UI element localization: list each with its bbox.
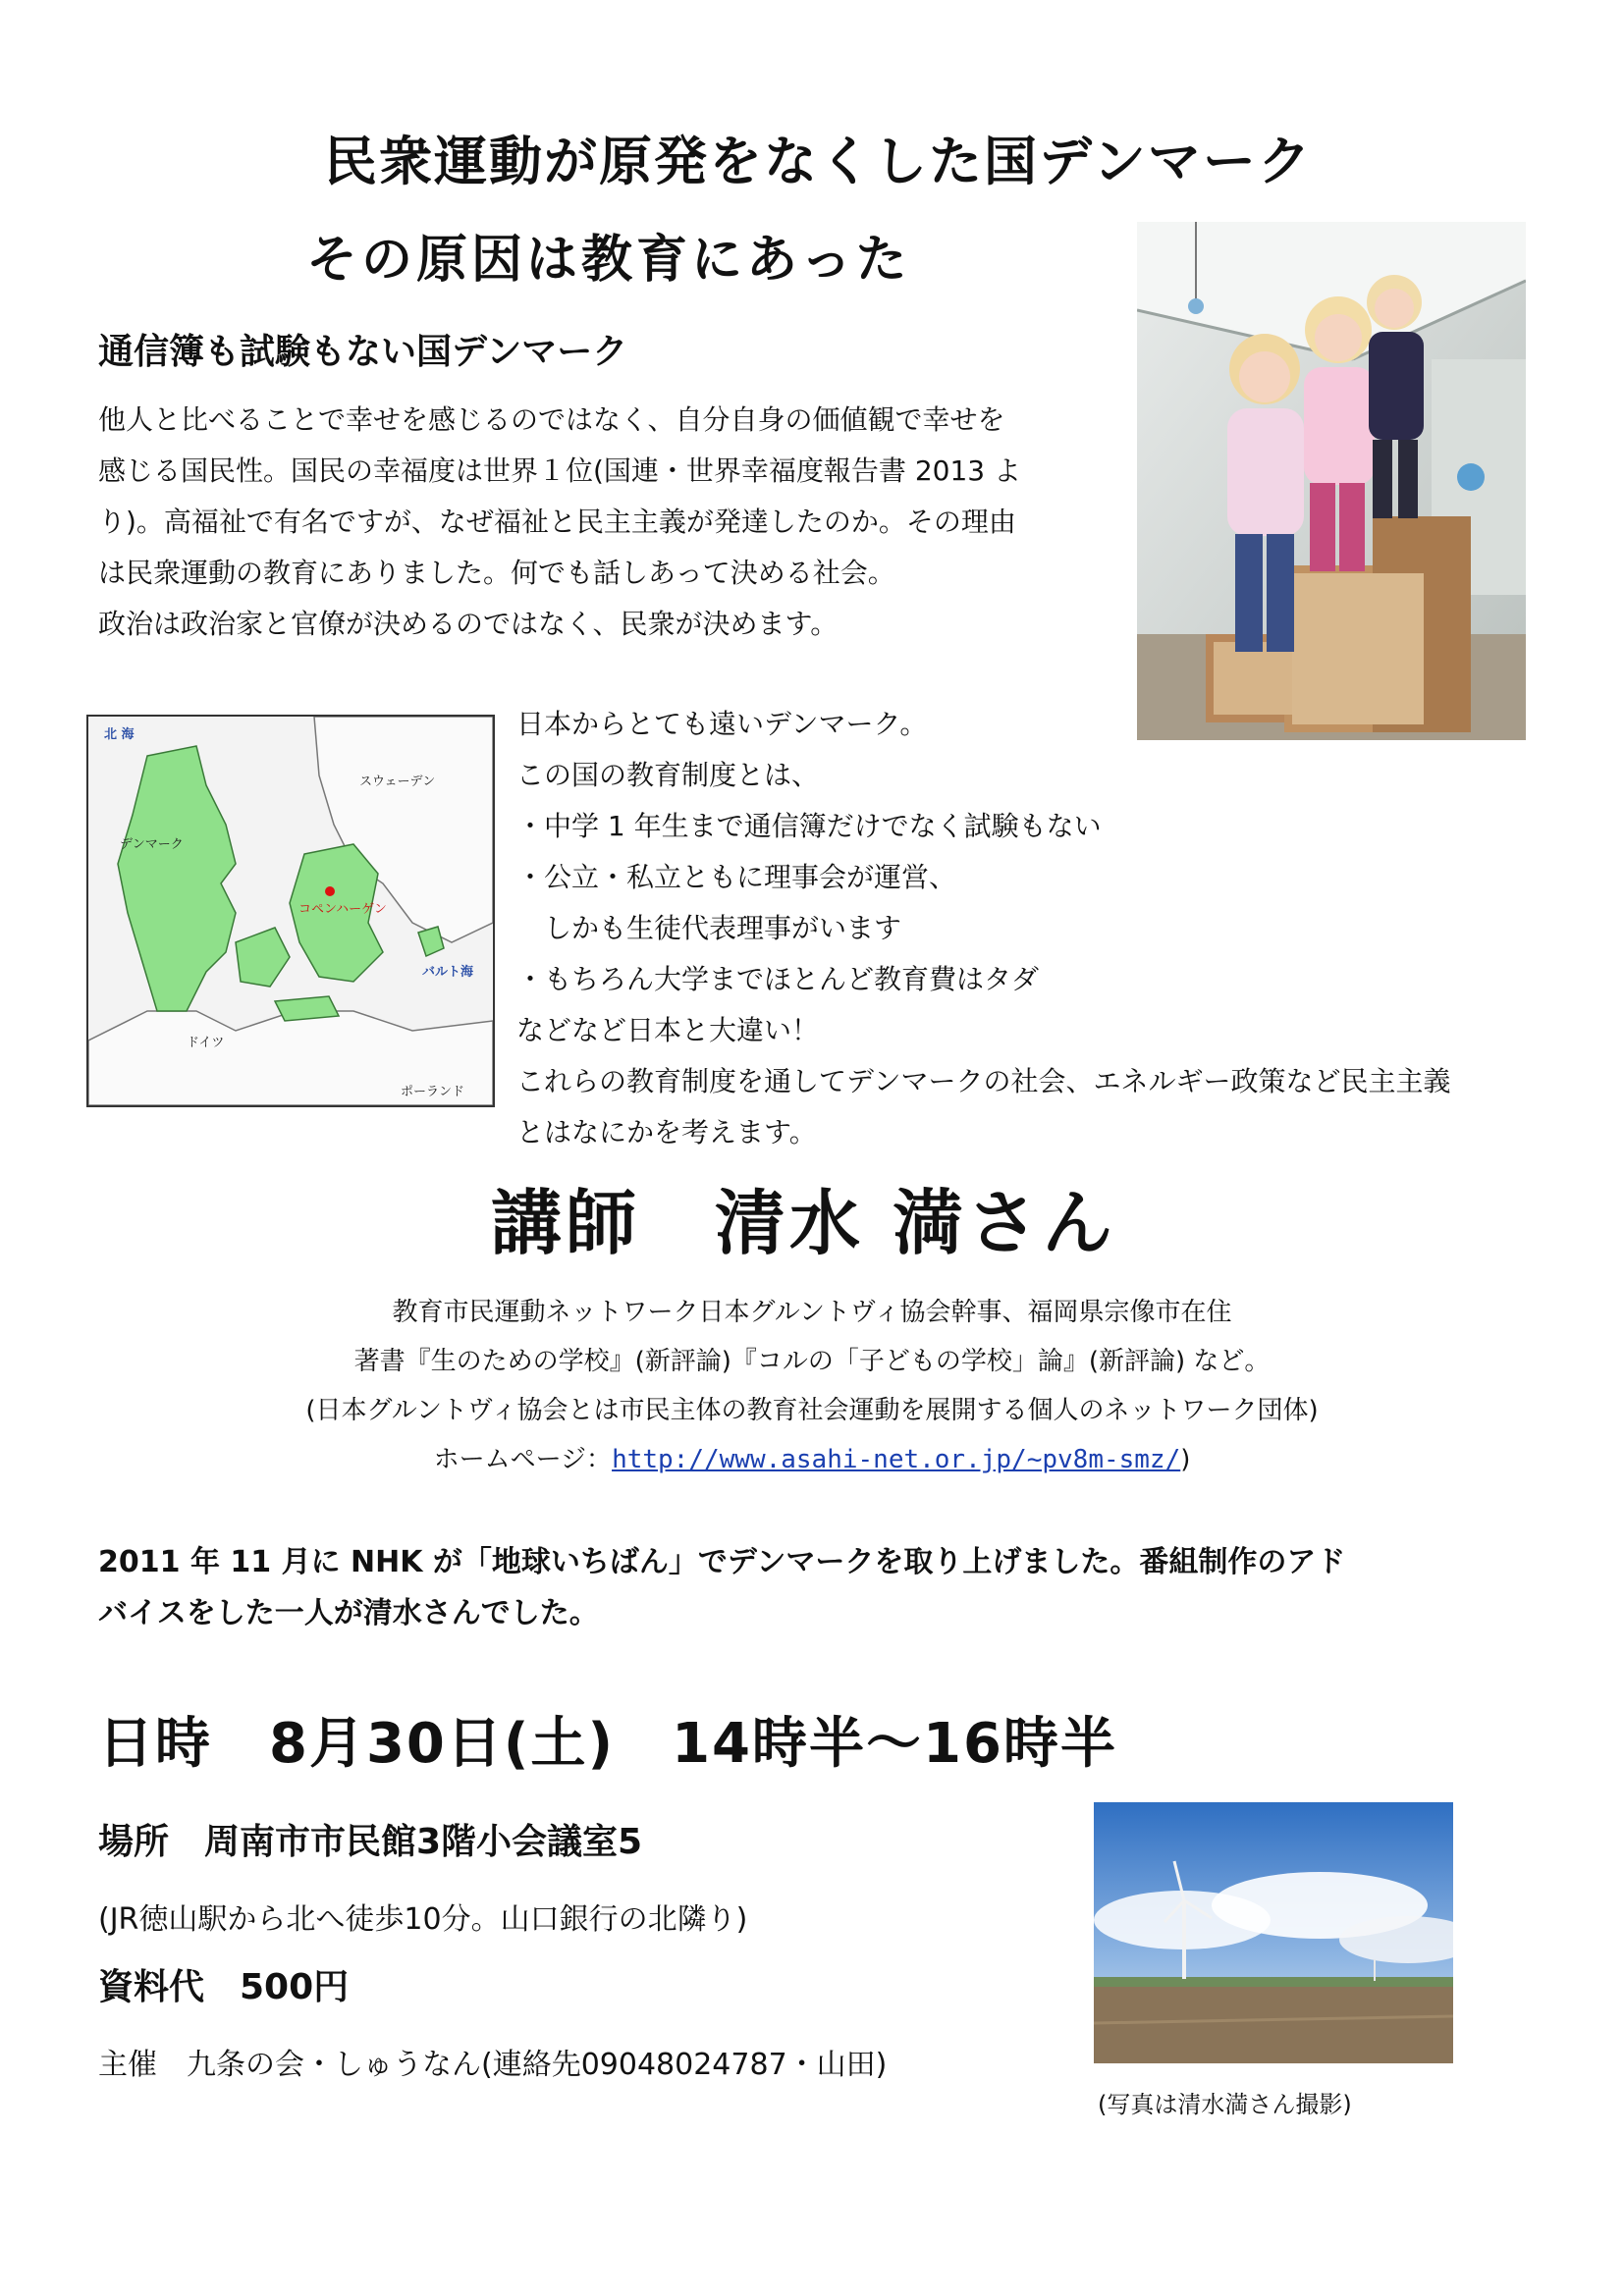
wind-turbine-photo xyxy=(1094,1802,1453,2063)
homepage-close: ) xyxy=(1180,1445,1191,1474)
lecturer-books: 著書『生のための学校』(新評論)『コルの「子どもの学校」論』(新評論) など。 xyxy=(353,1347,1271,1376)
nhk-line: バイスをした一人が清水さんでした。 xyxy=(98,1596,599,1630)
map-label-denmark: デンマーク xyxy=(120,837,184,852)
map-label-copenhagen: コペンハーゲン xyxy=(298,902,387,917)
education-line: この国の教育制度とは、 xyxy=(516,759,820,791)
map-label-poland: ポーランド xyxy=(401,1085,465,1099)
event-access: (JR徳山駅から北へ徒歩10分。山口銀行の北隣り) xyxy=(98,1902,748,1937)
education-line: しかも生徒代表理事がいます xyxy=(516,912,902,944)
event-place: 場所 周南市市民館3階小会議室5 xyxy=(98,1822,643,1862)
homepage-link[interactable]: http://www.asahi-net.or.jp/~pv8m-smz/ xyxy=(612,1445,1181,1474)
education-line: ・中学 1 年生まで通信簿だけでなく試験もない xyxy=(516,810,1102,842)
intro-line: 他人と比べることで幸せを感じるのではなく、自分自身の価値観で幸せを xyxy=(98,403,1005,436)
denmark-map xyxy=(86,715,495,1107)
lecturer-affiliation: 教育市民運動ネットワーク日本グルントヴィ協会幹事、福岡県宗像市在住 xyxy=(392,1298,1232,1327)
map-label-sweden: スウェーデン xyxy=(359,774,436,789)
page-subtitle: その原因は教育にあった xyxy=(306,231,911,290)
intro-line: り)。高福祉で有名ですが、なぜ福祉と民主主義が発達したのか。その理由 xyxy=(98,506,1016,538)
education-line: とはなにかを考えます。 xyxy=(516,1116,817,1148)
intro-line: 政治は政治家と官僚が決めるのではなく、民衆が決めます。 xyxy=(98,608,839,640)
education-line: これらの教育制度を通してデンマークの社会、エネルギー政策など民主主義 xyxy=(516,1065,1451,1097)
map-label-north-sea: 北 海 xyxy=(104,727,135,742)
children-photo xyxy=(1137,222,1526,740)
lecturer-title: 講師 清水 満さん xyxy=(491,1182,1117,1264)
intro-line: 感じる国民性。国民の幸福度は世界１位(国連・世界幸福度報告書 2013 よ xyxy=(98,454,1021,487)
event-datetime: 日時 8月30日(土) 14時半～16時半 xyxy=(98,1712,1117,1776)
nhk-note xyxy=(98,1537,1532,1639)
page-title: 民衆運動が原発をなくした国デンマーク xyxy=(324,131,1313,192)
event-organizer: 主催 九条の会・しゅうなん(連絡先09048024787・山田) xyxy=(98,2048,888,2082)
education-line: などなど日本と大違い！ xyxy=(516,1014,820,1046)
association-note: (日本グルントヴィ協会とは市民主体の教育社会運動を展開する個人のネットワーク団体) xyxy=(305,1396,1319,1425)
intro-paragraph xyxy=(98,395,1119,650)
education-line: ・公立・私立ともに理事会が運営、 xyxy=(516,861,957,893)
map-label-germany: ドイツ xyxy=(187,1036,225,1050)
event-fee: 資料代 500円 xyxy=(98,1967,350,2007)
education-line: ・もちろん大学までほとんど教育費はタダ xyxy=(516,963,1040,995)
map-label-baltic-sea: バルト海 xyxy=(422,965,474,980)
intro-heading: 通信簿も試験もない国デンマーク xyxy=(98,332,628,372)
education-paragraph xyxy=(516,699,1528,1158)
nhk-line: 2011 年 11 月に NHK が「地球いちばん」でデンマークを取り上げました。番組制作のアド xyxy=(98,1545,1346,1579)
homepage-line xyxy=(147,1439,1477,1475)
education-line: 日本からとても遠いデンマーク。 xyxy=(516,708,928,740)
intro-line: は民衆運動の教育にありました。何でも話しあって決める社会。 xyxy=(98,557,895,589)
homepage-label: ホームページ： xyxy=(433,1445,613,1474)
photo-caption: (写真は清水満さん撮影) xyxy=(1098,2091,1352,2118)
